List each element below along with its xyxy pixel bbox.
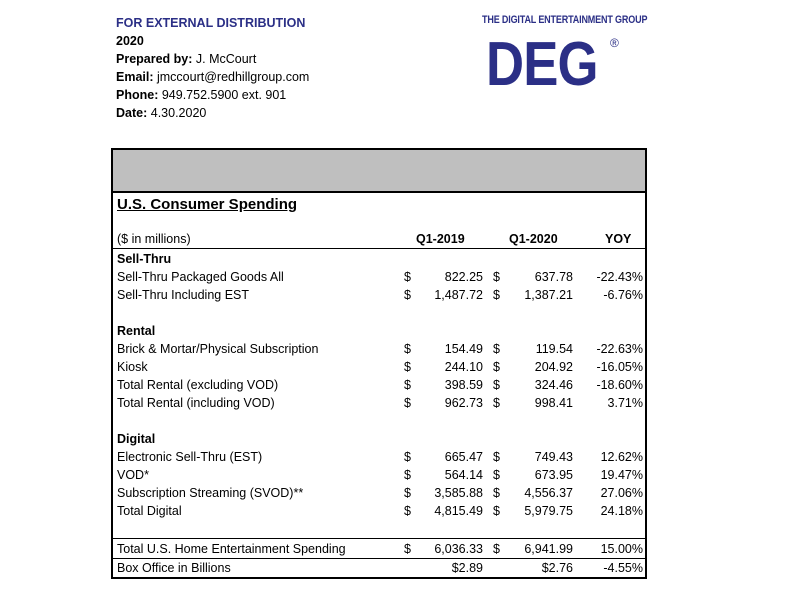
date-line: Date: 4.30.2020	[116, 106, 207, 120]
table-title: U.S. Consumer Spending	[117, 196, 298, 213]
table-row: Total Rental (including VOD) $ 962.73 $ 998.41 3.71%	[117, 396, 643, 410]
logo-mark: DEG	[486, 30, 598, 99]
table-row: Sell-Thru Including EST $ 1,487.72 $ 1,387.21 -6.76%	[117, 288, 643, 302]
total-row: Total U.S. Home Entertainment Spending $ 6,036.33 $ 6,941.99 15.00%	[117, 542, 643, 556]
table-row: Subscription Streaming (SVOD)** $ 3,585.88 $ 4,556.37 27.06%	[117, 486, 643, 500]
distribution-label: FOR EXTERNAL DISTRIBUTION	[116, 16, 306, 30]
divider	[113, 248, 645, 249]
col-q1-2019: Q1-2019	[416, 232, 465, 246]
table-row: Electronic Sell-Thru (EST) $ 665.47 $ 749.43 12.62%	[117, 450, 643, 464]
table-header-band	[113, 150, 645, 193]
divider	[113, 538, 645, 539]
col-yoy: YOY	[605, 232, 632, 246]
report-year: 2020	[116, 34, 144, 48]
spending-table	[111, 148, 647, 579]
email-line: Email: jmccourt@redhillgroup.com	[116, 70, 310, 84]
table-row: Sell-Thru Packaged Goods All $ 822.25 $ 637.78 -22.43%	[117, 270, 643, 284]
col-q1-2020: Q1-2020	[509, 232, 558, 246]
table-row: VOD* $ 564.14 $ 673.95 19.47%	[117, 468, 643, 482]
registered-icon: ®	[610, 36, 619, 50]
section-sell-thru: Sell-Thru	[117, 252, 172, 266]
table-row: Total Rental (excluding VOD) $ 398.59 $ 324.46 -18.60%	[117, 378, 643, 392]
column-header-row	[113, 230, 645, 248]
table-row: Total Digital $ 4,815.49 $ 5,979.75 24.18%	[117, 504, 643, 518]
section-digital: Digital	[117, 432, 156, 446]
table-row: Brick & Mortar/Physical Subscription $ 154.49 $ 119.54 -22.63%	[117, 342, 643, 356]
prepared-by: Prepared by: J. McCourt	[116, 52, 257, 66]
section-rental: Rental	[117, 324, 156, 338]
deg-logo	[482, 14, 648, 104]
report-header	[116, 14, 309, 122]
box-office-row: Box Office in Billions $2.89 $2.76 -4.55%	[117, 561, 643, 575]
logo-tagline: THE DIGITAL ENTERTAINMENT GROUP	[482, 14, 648, 26]
phone-line: Phone: 949.752.5900 ext. 901	[116, 88, 287, 102]
units-label: ($ in millions)	[117, 232, 191, 246]
table-row: Kiosk $ 244.10 $ 204.92 -16.05%	[117, 360, 643, 374]
